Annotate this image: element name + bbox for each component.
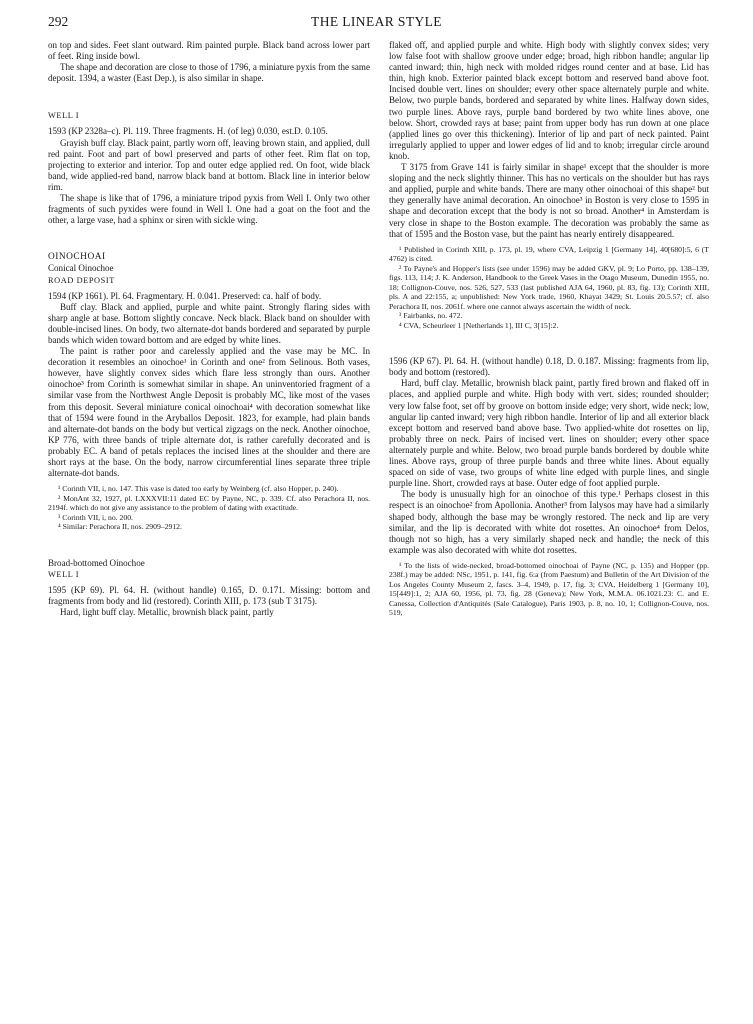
- subsection-title: Conical Oinochoe: [48, 263, 114, 274]
- deposit-heading: WELL I: [48, 569, 80, 579]
- paragraph: on top and sides. Feet slant outward. Rim painted purple. Black band across lower part of feet. Ring inside bowl.: [48, 40, 370, 62]
- catalogue-entry-heading: 1593 (KP 2328a–c). Pl. 119. Three fragments. H. (of leg) 0.030, est.D. 0.105.: [48, 126, 328, 137]
- footnote: ² To Payne's and Hopper's lists (see under 1596) may be added GKV, pl. 9; Lo Porto, pp. 138–139, figs. 113, 114; J. K. Anderson, Handbook to the Greek Vases in the Otago Museum, Dunedin 1955, no. 18; Collignon-Couve, nos. 526, 527, 533 (last published AJA 64, 1960, pl. 83, fig. 13); Corinth XIII, pls. A and 22:155, a; unpublished: New York trade, 1960, Khayat 3429; St. Louis 20.5.57; cf. also Perachora II, nos. 2061f. where one cannot always ascertain the width of neck.: [389, 263, 709, 311]
- footnote: ¹ Published in Corinth XIII, p. 173, pl. 19, where CVA, Leipzig 1 [Germany 14], 40[680]:5, 6 (T 4762) is cited.: [389, 244, 709, 264]
- subsection-title: Broad-bottomed Oinochoe: [48, 557, 145, 568]
- paragraph: The shape and decoration are close to those of 1796, a miniature pyxis from the same deposit. 1394, a waster (East Dep.), is also similar in shape.: [48, 62, 370, 84]
- footnote: ³ Corinth VII, i, no. 200.: [58, 512, 133, 522]
- footnote: ¹ To the lists of wide-necked, broad-bottomed oinochoai of Payne (NC, p. 135) and Hopper (pp. 238f.) may be added: NSc, 1951, p. 141, fig. 6:a (from Paestum) and Bulletin of the Art Division of the Los Angeles County Museum 2, fascs. 3–4, 1949, p. 17, fig. 3; CVA, Heidelberg 1 [Germany 10], 15[449]:1, 2; AJA 60, 1956, pl. 73, fig. 28 (Geneva); New York, M.M.A. 06.1021.23: C. and E. Canessa, Collection d'Antiquités (Sale Catalogue), Paris 1903, p. 8, no. 10, 1; Collignon-Couve, nos. 519,: [389, 560, 709, 618]
- deposit-heading: WELL I: [48, 111, 80, 121]
- footnotes: [389, 245, 709, 331]
- footnotes: [389, 561, 709, 618]
- paragraph: T 3175 from Grave 141 is fairly similar in shape¹ except that the shoulder is more sloping and the neck slightly thinner. This has no verticals on the shoulder but has rays and applied, purple and white bands. There are many other oinochoai of this shape² but they generally have animal decoration. An oinochoe³ in Boston is very close to 1595 in shape and decoration except that the body is not so broad. Another⁴ in Amsterdam is very close in shape to the Boston example. The decoration was probably the same as that of 1595 and the Boston vase, but the paint has nearly entirely disappeared.: [389, 162, 709, 239]
- footnotes: [48, 484, 370, 532]
- catalogue-description: Hard, light buff clay. Metallic, brownish black paint, partly: [60, 607, 274, 618]
- footnote: ¹ Corinth VII, i, no. 147. This vase is dated too early by Weinberg (cf. also Hopper, p. 240).: [58, 484, 339, 494]
- page-number: 292: [48, 14, 69, 29]
- footnote: ⁴ Similar: Perachora II, nos. 2909–2912.: [58, 522, 182, 532]
- section-title: OINOCHOAI: [48, 252, 106, 263]
- catalogue-description: Hard, buff clay. Metallic, brownish black paint, partly fired brown and flaked off in places, and applied purple and white. High body with vert. sides; rounded shoulder; very low false foot, set off by groove on bottom inside edge; very short, wide neck; low, angular lip canted inward; very high ribbon handle. Interior of lip and all exterior black except bottom and reserved band above base. Two applied-white dot rosettes on lip, probably three on neck. Pairs of incised vert. lines on shoulder; every other space alternately purple and white. Below, two broad purple bands bordered by double white lines. Above rays, group of three purple bands and three white lines. About equally spaced on side of vase, two groups of white line edged with purple lines, and single purple line. Short, crowded rays at base. Outer edge of foot applied purple.: [389, 378, 709, 489]
- catalogue-entry-heading: 1595 (KP 69). Pl. 64. H. (without handle) 0.165, D. 0.171. Missing: bottom and fragments from body and lid (restored). Corinth XIII, p. 173 (sub T 3175).: [48, 584, 370, 606]
- footnote: ² MonAnt 32, 1927, pl. LXXXVII:11 dated EC by Payne, NC, p. 339. Cf. also Perachora II, nos. 2194f. which do not give any assistance to the problem of dating with exactitude.: [48, 493, 370, 513]
- catalogue-description: Grayish buff clay. Black paint, partly worn off, leaving brown stain, and applied, dull red paint. Foot and part of bowl preserved and parts of other feet. Rim flat on top, projecting to exterior and interior. Top and outer edge applied red. On foot, wide black band, wide applied-red band, narrow black band at bottom. Black line in interior below rim.: [48, 137, 370, 192]
- catalogue-description: Buff clay. Black and applied, purple and white paint. Strongly flaring sides with sharp angle at base. Bottom slightly concave. Neck black. Black band on shoulder with double-incised lines. On body, two alternate-dot bands bordered and separated by purple bands which widen toward bottom and are edged by white lines.: [48, 301, 370, 345]
- paragraph: flaked off, and applied purple and white. High body with slightly convex sides; very low false foot with shallow groove under edge; broad, high ribbon handle; angular lip canted inward; thin, high neck with molded ridges round center and at base. Lid has thin, high knob. Exterior painted black except bottom and reserved band above foot. Incised double vert. lines on shoulder; every other space alternately purple and white. Below, two purple bands, bordered and separated by white lines. Halfway down sides, two purple lines. Above rays, purple band bordered by two white lines above, one below. Short, crowded rays at base; paint from upper body has run down at one place (applied lines go over this thickening). Interior of lip and part of neck painted. Paint irregularly applied to upper and lower edges of lid and to knob; irregular circle around knob.: [389, 40, 709, 161]
- catalogue-commentary: The shape is like that of 1796, a miniature tripod pyxis from Well I. Only two other fragments of such pyxides were found in Well I. One had a goat on the foot and the other, a large vase, had a sphinx or siren with sickle wing.: [48, 193, 370, 226]
- catalogue-entry-heading: 1594 (KP 1661). Pl. 64. Fragmentary. H. 0.041. Preserved: ca. half of body.: [48, 290, 322, 301]
- catalogue-commentary: The body is unusually high for an oinochoe of this type.¹ Perhaps closest in this respect is an oinochoe² from Apollonia. Another³ from Ialysos may have had a similarly shaped body, although the base may be wrongly restored. The neck and lip are very similar, and the lip is decorated with white dot rosettes. An oinochoe⁴ from Delos, though not so high, has a very similarly shaped neck and handle; the neck of this example was also decorated with white dot rosettes.: [389, 489, 709, 555]
- footnote: ⁴ CVA, Scheurleer 1 [Netherlands 1], III C, 3[15]:2.: [399, 320, 559, 330]
- deposit-heading: ROAD DEPOSIT: [48, 275, 115, 285]
- right-column: [389, 40, 709, 618]
- catalogue-entry-heading: 1596 (KP 67). Pl. 64. H. (without handle) 0.18, D. 0.187. Missing: fragments from lip, body and bottom (restored).: [389, 356, 709, 378]
- footnote: ³ Fairbanks, no. 472.: [399, 311, 463, 321]
- running-title: THE LINEAR STYLE: [311, 14, 442, 29]
- left-column: [48, 40, 370, 618]
- catalogue-commentary: The paint is rather poor and carelessly applied and the vase may be MC. In decoration it resembles an oinochoe¹ in Corinth and one² from Selinous. Both vases, however, have slightly convex sides which flare less strongly than ours. Another oinochoe³ from Corinth is somewhat similar in shape. An uninventoried fragment of a similar vase from the Northwest Angle Deposit is probably MC, like most of the vases from this deposit. Several miniature conical oinochoai⁴ with decoration somewhat like that of 1594 were found in the Aryballos Deposit. 1823, for example, had plain bands and alternate-dot bands on the body but vertical zigzags on the neck. Another oinochoe, KP 776, with three bands of triple alternate dot, is rather carefully decorated and is probably EC. A band of petals replaces the incised lines at the shoulder and there are short rays at the base. On the body, narrow circumferential lines separate three triple alternate-dot bands.: [48, 346, 370, 479]
- page-header: [48, 14, 705, 34]
